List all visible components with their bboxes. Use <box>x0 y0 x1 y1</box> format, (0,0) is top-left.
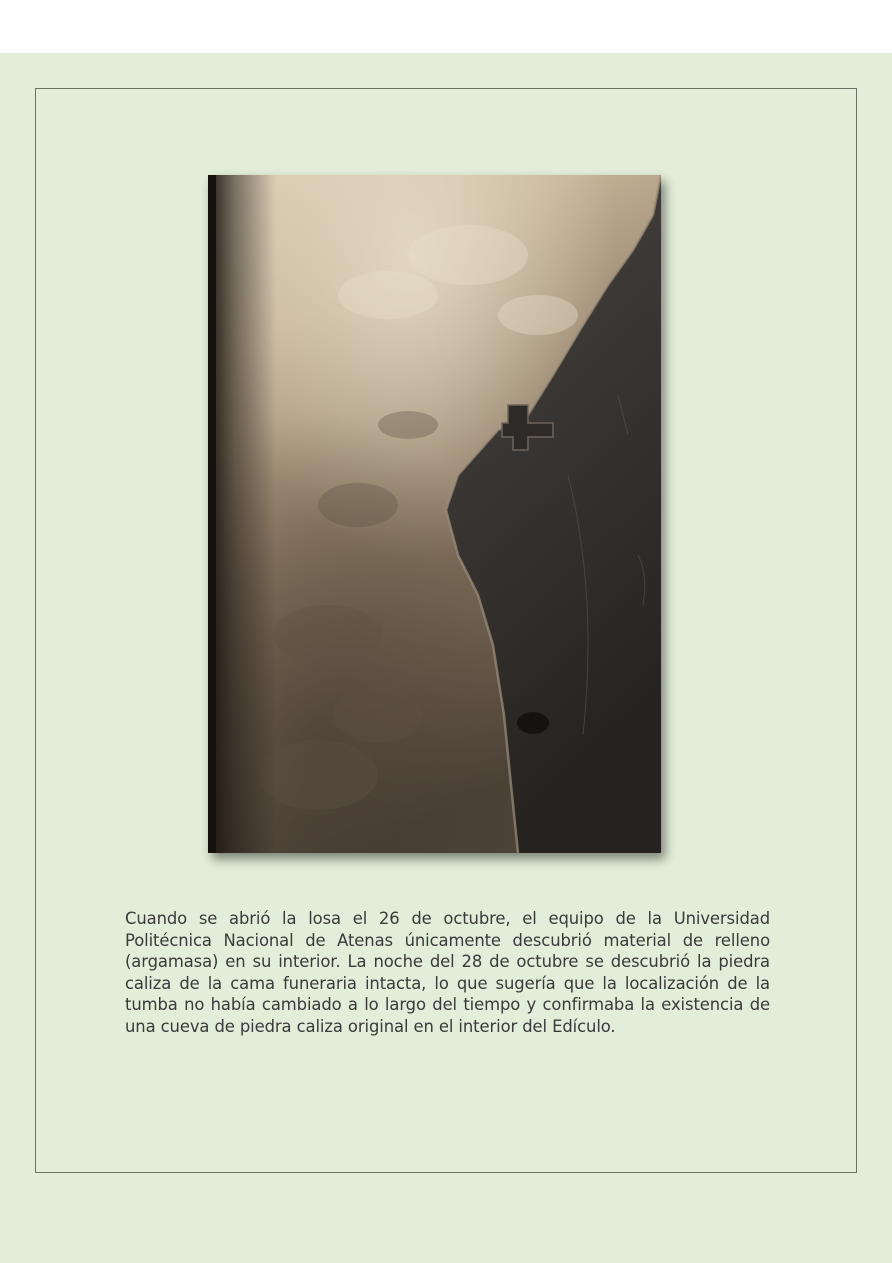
photo-caption: Cuando se abrió la losa el 26 de octubre, el equipo de la Universidad Politécnica Nacional de Atenas únicamente descubrió material de relleno (argamasa) en su interior. La noche del 28 de octubre se descubrió la piedra caliza de la cama funeraria intacta, lo que sugería que la localización de la tumba no había cambiado a lo largo del tiempo y confirmaba la existencia de una cueva de piedra caliza original en el interior del Edículo. <box>125 909 770 1036</box>
tomb-photo <box>208 175 661 853</box>
